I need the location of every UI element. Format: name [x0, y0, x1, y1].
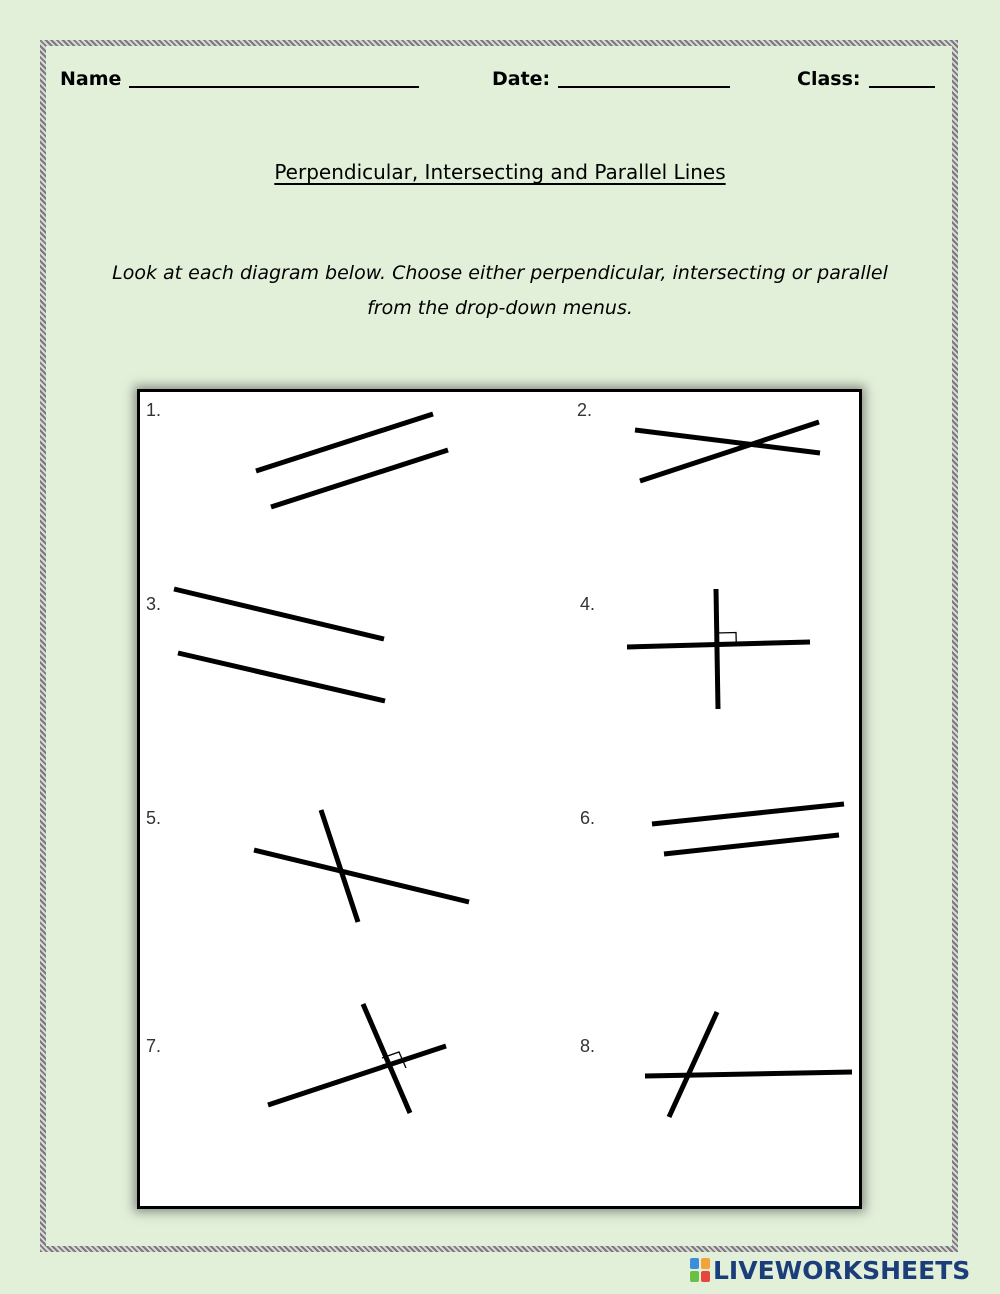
- class-blank[interactable]: [869, 68, 935, 88]
- class-field: [797, 68, 935, 90]
- class-label: Class:: [797, 68, 861, 90]
- page-title: Perpendicular, Intersecting and Parallel Lines: [274, 160, 726, 184]
- date-blank[interactable]: [558, 68, 730, 88]
- diagram-7-number: 7.: [146, 1036, 162, 1056]
- diagram-8-lines: [645, 1012, 852, 1117]
- liveworksheets-wordmark: LIVEWORKSHEETS: [713, 1255, 971, 1285]
- instructions-line-1: Look at each diagram below. Choose either perpendicular, intersecting or parallel: [112, 262, 888, 284]
- diagram-4-lines: [627, 589, 810, 709]
- name-blank[interactable]: [129, 68, 419, 88]
- diagram-5-number: 5.: [146, 808, 162, 828]
- diagram-6-lines: [652, 804, 844, 854]
- diagram-5-lines: [254, 810, 469, 922]
- diagrams-canvas: [140, 392, 859, 1206]
- liveworksheets-badge-icon: [690, 1258, 710, 1282]
- diagram-3-number: 3.: [146, 594, 162, 614]
- diagram-2-number: 2.: [577, 400, 593, 420]
- name-label: Name: [60, 68, 122, 90]
- diagram-4-number: 4.: [580, 594, 596, 614]
- name-field: [60, 68, 419, 90]
- diagram-7-lines: [268, 1004, 446, 1113]
- instructions-line-2: from the drop-down menus.: [367, 297, 633, 319]
- date-label: Date:: [492, 68, 551, 90]
- diagram-2-lines: [635, 422, 820, 481]
- diagram-6-number: 6.: [580, 808, 596, 828]
- liveworksheets-logo: [690, 1255, 970, 1285]
- diagram-1-number: 1.: [146, 400, 162, 420]
- diagram-panel: [137, 389, 862, 1209]
- diagram-3-lines: [174, 589, 385, 701]
- date-field: [492, 68, 730, 90]
- diagram-8-number: 8.: [580, 1036, 596, 1056]
- instructions: [60, 256, 940, 326]
- diagram-1-lines: [256, 414, 448, 507]
